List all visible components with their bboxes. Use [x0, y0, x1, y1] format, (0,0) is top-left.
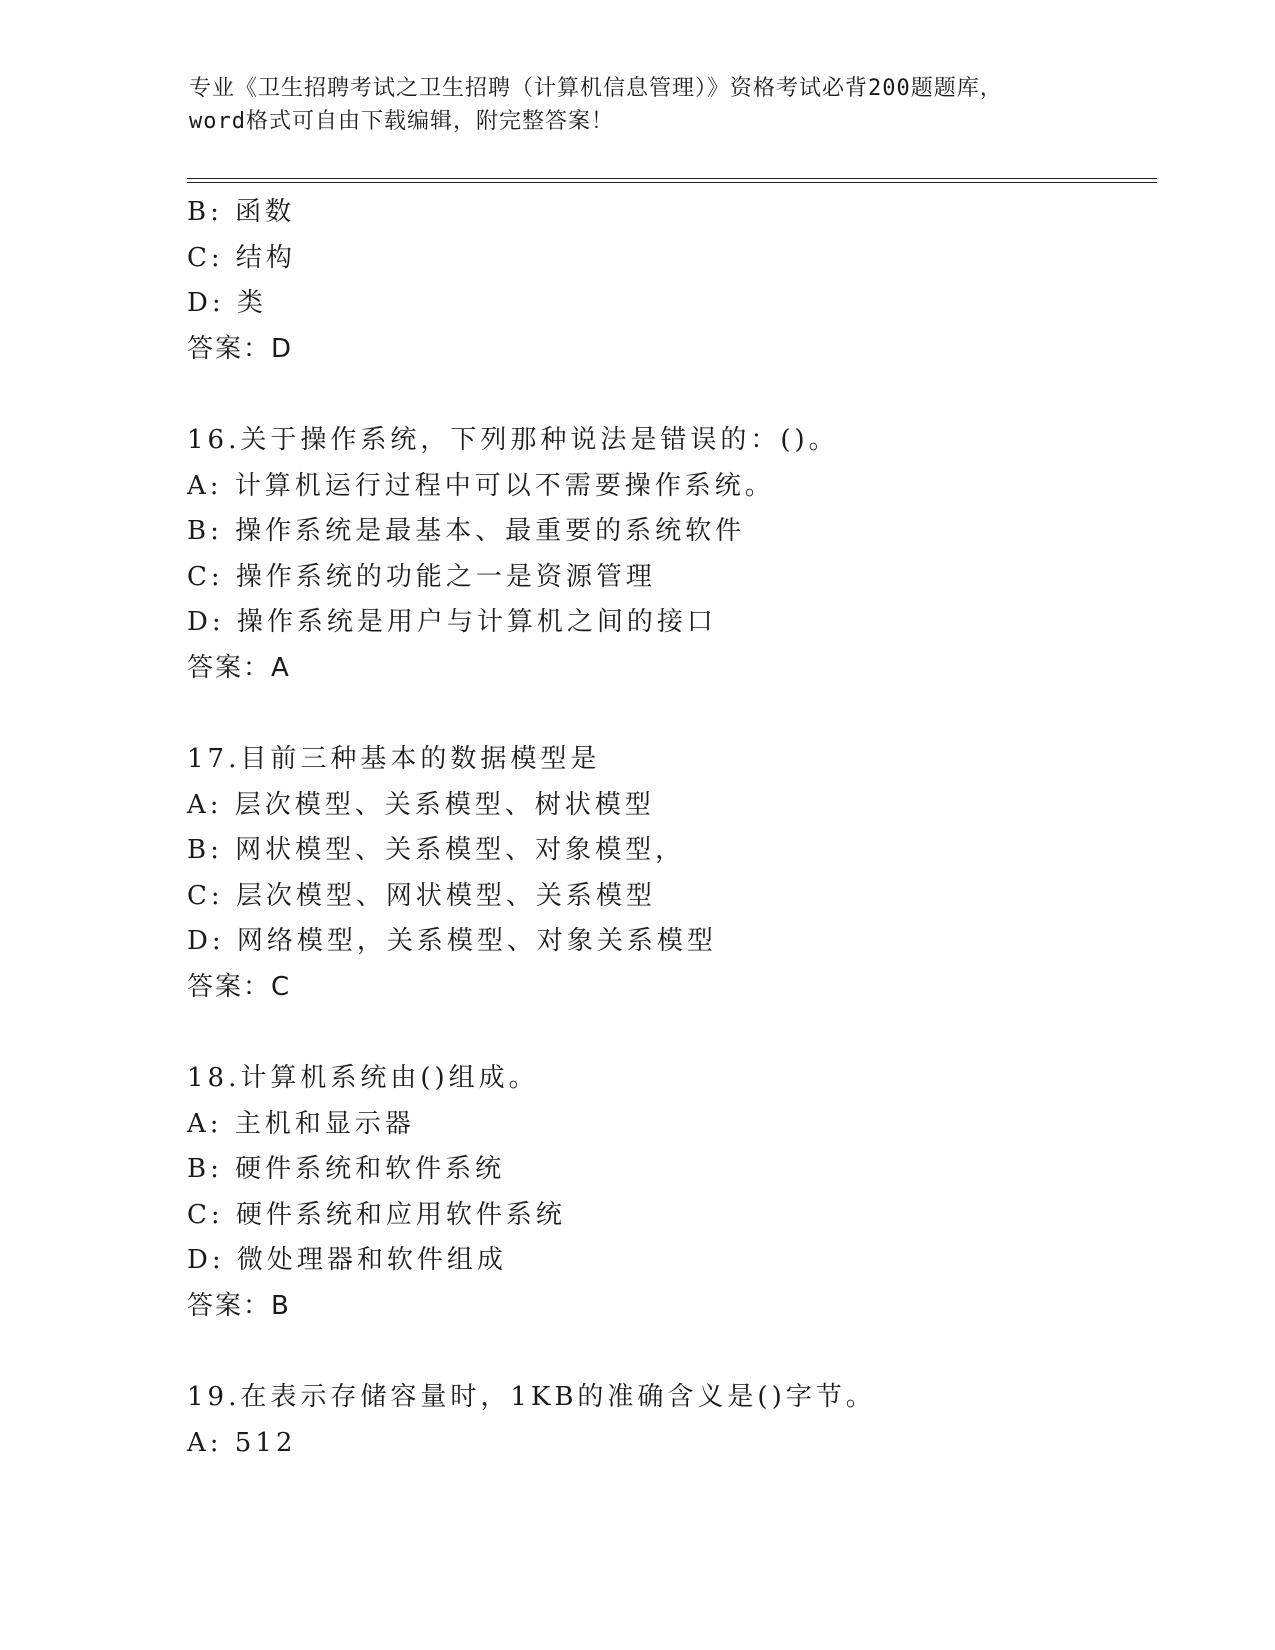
question-15-continued: [187, 190, 1147, 372]
option-b: B: 网状模型、关系模型、对象模型，: [187, 835, 686, 865]
option-c: C: 操作系统的功能之一是资源管理: [187, 561, 656, 592]
option-a: A: 主机和显示器: [187, 1108, 415, 1139]
header-line-1: 专业《卫生招聘考试之卫生招聘（计算机信息管理）》资格考试必背200题题库，: [189, 76, 1003, 101]
question-list: [187, 190, 1147, 1466]
question-17: [187, 737, 1147, 1010]
header-line-2: word格式可自由下载编辑，附完整答案！: [189, 109, 614, 134]
answer-line: 答案：D: [187, 333, 294, 364]
option-b: B: 硬件系统和软件系统: [187, 1154, 506, 1184]
question-19: [187, 1375, 1147, 1466]
question-18: [187, 1056, 1147, 1329]
option-c: C: 结构: [187, 242, 296, 273]
header-divider-top: [187, 178, 1157, 179]
question-stem: 19.在表示存储容量时，1KB的准确含义是()字节。: [187, 1382, 876, 1412]
option-b: B: 函数: [187, 197, 296, 227]
question-stem: 16.关于操作系统，下列那种说法是错误的：()。: [187, 425, 839, 455]
question-16: [187, 418, 1147, 691]
option-d: D: 操作系统是用户与计算机之间的接口: [187, 607, 717, 637]
document-header: [189, 72, 1089, 138]
answer-line: 答案：A: [187, 652, 291, 683]
option-c: C: 层次模型、网状模型、关系模型: [187, 880, 656, 911]
option-d: D: 微处理器和软件组成: [187, 1245, 507, 1275]
option-d: D: 类: [187, 288, 267, 318]
answer-line: 答案：B: [187, 1290, 291, 1321]
option-a: A: 计算机运行过程中可以不需要操作系统。: [187, 470, 775, 501]
option-c: C: 硬件系统和应用软件系统: [187, 1199, 566, 1230]
option-a: A: 层次模型、关系模型、树状模型: [187, 789, 655, 820]
answer-line: 答案：C: [187, 971, 292, 1002]
option-a: A: 512: [187, 1427, 297, 1458]
option-b: B: 操作系统是最基本、最重要的系统软件: [187, 516, 746, 546]
header-divider-bottom: [187, 182, 1157, 183]
option-d: D: 网络模型，关系模型、对象关系模型: [187, 926, 717, 956]
question-stem: 18.计算机系统由()组成。: [187, 1063, 539, 1093]
question-stem: 17.目前三种基本的数据模型是: [187, 744, 601, 774]
